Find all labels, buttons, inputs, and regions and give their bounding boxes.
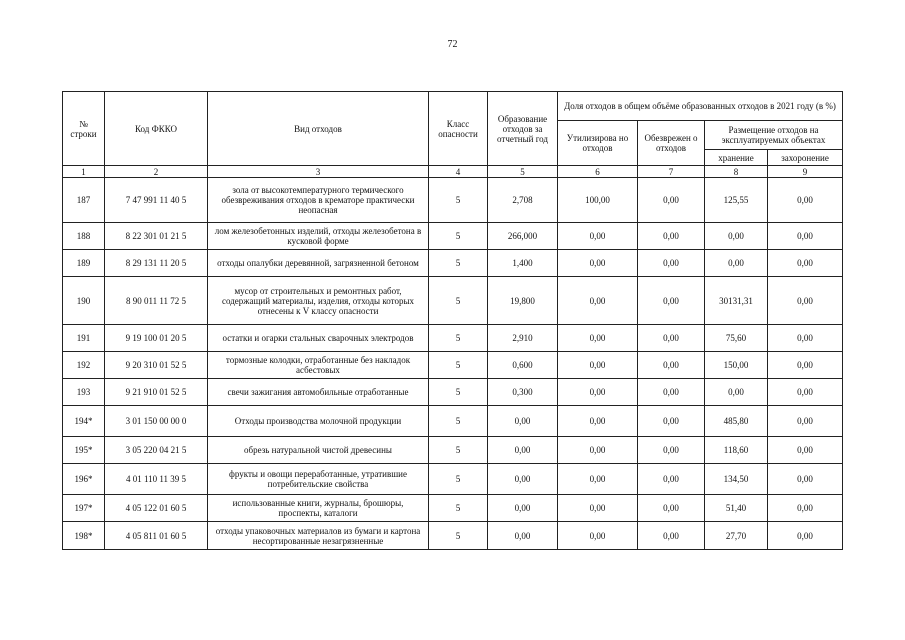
generated-cell: 0,600 — [488, 352, 558, 379]
hazard-class-cell: 5 — [429, 352, 488, 379]
header-kind: Вид отходов — [208, 92, 429, 166]
fkko-code-cell: 3 05 220 04 21 5 — [105, 437, 208, 464]
column-number: 7 — [638, 166, 705, 178]
storage-share-cell: 118,60 — [705, 437, 768, 464]
header-burial: захоронение — [768, 150, 843, 166]
hazard-class-cell: 5 — [429, 325, 488, 352]
column-number: 9 — [768, 166, 843, 178]
burial-share-cell: 0,00 — [768, 437, 843, 464]
burial-share-cell: 0,00 — [768, 223, 843, 250]
hazard-class-cell: 5 — [429, 379, 488, 406]
waste-kind-cell: свечи зажигания автомобильные отработанные — [208, 379, 429, 406]
row-number-cell: 195* — [63, 437, 105, 464]
utilized-share-cell: 0,00 — [558, 495, 638, 522]
row-number-cell: 193 — [63, 379, 105, 406]
generated-cell: 0,300 — [488, 379, 558, 406]
table-row — [63, 223, 843, 250]
fkko-code-cell: 9 21 910 01 52 5 — [105, 379, 208, 406]
fkko-code-cell: 4 05 811 01 60 5 — [105, 522, 208, 550]
neutralized-share-cell: 0,00 — [638, 223, 705, 250]
generated-cell: 0,00 — [488, 437, 558, 464]
row-number-cell: 196* — [63, 464, 105, 495]
neutralized-share-cell: 0,00 — [638, 464, 705, 495]
storage-share-cell: 0,00 — [705, 223, 768, 250]
storage-share-cell: 0,00 — [705, 379, 768, 406]
waste-kind-cell: мусор от строительных и ремонтных работ, содержащий материалы, изделия, отходы которых отнесены к V классу опасности — [208, 277, 429, 325]
storage-share-cell: 51,40 — [705, 495, 768, 522]
waste-kind-cell: отходы опалубки деревянной, загрязненной бетоном — [208, 250, 429, 277]
header-code: Код ФККО — [105, 92, 208, 166]
hazard-class-cell: 5 — [429, 495, 488, 522]
neutralized-share-cell: 0,00 — [638, 406, 705, 437]
hazard-class-cell: 5 — [429, 277, 488, 325]
utilized-share-cell: 0,00 — [558, 437, 638, 464]
column-number: 6 — [558, 166, 638, 178]
burial-share-cell: 0,00 — [768, 495, 843, 522]
header-hazard: Класс опасности — [429, 92, 488, 166]
row-number-cell: 197* — [63, 495, 105, 522]
fkko-code-cell: 9 19 100 01 20 5 — [105, 325, 208, 352]
column-number: 5 — [488, 166, 558, 178]
neutralized-share-cell: 0,00 — [638, 437, 705, 464]
generated-cell: 1,400 — [488, 250, 558, 277]
burial-share-cell: 0,00 — [768, 325, 843, 352]
storage-share-cell: 125,55 — [705, 178, 768, 223]
column-number: 1 — [63, 166, 105, 178]
table-row — [63, 406, 843, 437]
utilized-share-cell: 0,00 — [558, 522, 638, 550]
generated-cell: 0,00 — [488, 406, 558, 437]
storage-share-cell: 75,60 — [705, 325, 768, 352]
burial-share-cell: 0,00 — [768, 178, 843, 223]
fkko-code-cell: 8 29 131 11 20 5 — [105, 250, 208, 277]
generated-cell: 0,00 — [488, 464, 558, 495]
burial-share-cell: 0,00 — [768, 464, 843, 495]
hazard-class-cell: 5 — [429, 522, 488, 550]
neutralized-share-cell: 0,00 — [638, 379, 705, 406]
row-number-cell: 192 — [63, 352, 105, 379]
burial-share-cell: 0,00 — [768, 379, 843, 406]
header-storage: хранение — [705, 150, 768, 166]
table-row — [63, 379, 843, 406]
generated-cell: 266,000 — [488, 223, 558, 250]
header-neutralized: Обезврежен о отходов — [638, 121, 705, 166]
fkko-code-cell: 4 01 110 11 39 5 — [105, 464, 208, 495]
table-row — [63, 178, 843, 223]
row-number-cell: 191 — [63, 325, 105, 352]
header-share-group: Доля отходов в общем объёме образованных отходов в 2021 году (в %) — [558, 92, 843, 121]
storage-share-cell: 0,00 — [705, 250, 768, 277]
fkko-code-cell: 8 90 011 11 72 5 — [105, 277, 208, 325]
row-number-cell: 187 — [63, 178, 105, 223]
utilized-share-cell: 100,00 — [558, 178, 638, 223]
waste-kind-cell: обрезь натуральной чистой древесины — [208, 437, 429, 464]
table-row — [63, 495, 843, 522]
generated-cell: 0,00 — [488, 495, 558, 522]
utilized-share-cell: 0,00 — [558, 325, 638, 352]
neutralized-share-cell: 0,00 — [638, 178, 705, 223]
fkko-code-cell: 7 47 991 11 40 5 — [105, 178, 208, 223]
waste-kind-cell: тормозные колодки, отработанные без накладок асбестовых — [208, 352, 429, 379]
utilized-share-cell: 0,00 — [558, 379, 638, 406]
generated-cell: 2,910 — [488, 325, 558, 352]
burial-share-cell: 0,00 — [768, 522, 843, 550]
hazard-class-cell: 5 — [429, 223, 488, 250]
table-row — [63, 464, 843, 495]
generated-cell: 19,800 — [488, 277, 558, 325]
burial-share-cell: 0,00 — [768, 277, 843, 325]
waste-kind-cell: лом железобетонных изделий, отходы железобетона в кусковой форме — [208, 223, 429, 250]
neutralized-share-cell: 0,00 — [638, 495, 705, 522]
burial-share-cell: 0,00 — [768, 406, 843, 437]
utilized-share-cell: 0,00 — [558, 223, 638, 250]
hazard-class-cell: 5 — [429, 178, 488, 223]
neutralized-share-cell: 0,00 — [638, 277, 705, 325]
waste-kind-cell: фрукты и овощи переработанные, утратившие потребительские свойства — [208, 464, 429, 495]
utilized-share-cell: 0,00 — [558, 277, 638, 325]
hazard-class-cell: 5 — [429, 406, 488, 437]
hazard-class-cell: 5 — [429, 250, 488, 277]
row-number-cell: 189 — [63, 250, 105, 277]
storage-share-cell: 30131,31 — [705, 277, 768, 325]
row-number-cell: 194* — [63, 406, 105, 437]
waste-kind-cell: остатки и огарки стальных сварочных электродов — [208, 325, 429, 352]
header-utilized: Утилизирова но отходов — [558, 121, 638, 166]
column-number: 2 — [105, 166, 208, 178]
fkko-code-cell: 4 05 122 01 60 5 — [105, 495, 208, 522]
generated-cell: 0,00 — [488, 522, 558, 550]
table-header — [63, 92, 843, 178]
generated-cell: 2,708 — [488, 178, 558, 223]
burial-share-cell: 0,00 — [768, 352, 843, 379]
burial-share-cell: 0,00 — [768, 250, 843, 277]
storage-share-cell: 485,80 — [705, 406, 768, 437]
storage-share-cell: 134,50 — [705, 464, 768, 495]
page-number: 72 — [447, 39, 458, 50]
fkko-code-cell: 8 22 301 01 21 5 — [105, 223, 208, 250]
neutralized-share-cell: 0,00 — [638, 250, 705, 277]
row-number-cell: 198* — [63, 522, 105, 550]
hazard-class-cell: 5 — [429, 437, 488, 464]
hazard-class-cell: 5 — [429, 464, 488, 495]
column-number: 4 — [429, 166, 488, 178]
table-row — [63, 437, 843, 464]
table-row — [63, 277, 843, 325]
header-placement-group: Размещение отходов на эксплуатируемых объектах — [705, 121, 843, 150]
waste-kind-cell: отходы упаковочных материалов из бумаги и картона несортированные незагрязненные — [208, 522, 429, 550]
fkko-code-cell: 3 01 150 00 00 0 — [105, 406, 208, 437]
header-generated: Образование отходов за отчетный год — [488, 92, 558, 166]
neutralized-share-cell: 0,00 — [638, 325, 705, 352]
waste-kind-cell: Отходы производства молочной продукции — [208, 406, 429, 437]
table-row — [63, 352, 843, 379]
column-number: 3 — [208, 166, 429, 178]
table-row — [63, 522, 843, 550]
row-number-cell: 190 — [63, 277, 105, 325]
utilized-share-cell: 0,00 — [558, 464, 638, 495]
utilized-share-cell: 0,00 — [558, 406, 638, 437]
header-row-no: № строки — [63, 92, 105, 166]
waste-kind-cell: зола от высокотемпературного термического обезвреживания отходов в крематоре практически неопасная — [208, 178, 429, 223]
column-number: 8 — [705, 166, 768, 178]
table-row — [63, 250, 843, 277]
neutralized-share-cell: 0,00 — [638, 522, 705, 550]
table-row — [63, 325, 843, 352]
storage-share-cell: 150,00 — [705, 352, 768, 379]
neutralized-share-cell: 0,00 — [638, 352, 705, 379]
storage-share-cell: 27,70 — [705, 522, 768, 550]
waste-kind-cell: использованные книги, журналы, брошюры, проспекты, каталоги — [208, 495, 429, 522]
utilized-share-cell: 0,00 — [558, 250, 638, 277]
waste-table — [62, 91, 843, 550]
table-body — [63, 178, 843, 550]
fkko-code-cell: 9 20 310 01 52 5 — [105, 352, 208, 379]
column-number-row — [63, 166, 843, 178]
utilized-share-cell: 0,00 — [558, 352, 638, 379]
row-number-cell: 188 — [63, 223, 105, 250]
